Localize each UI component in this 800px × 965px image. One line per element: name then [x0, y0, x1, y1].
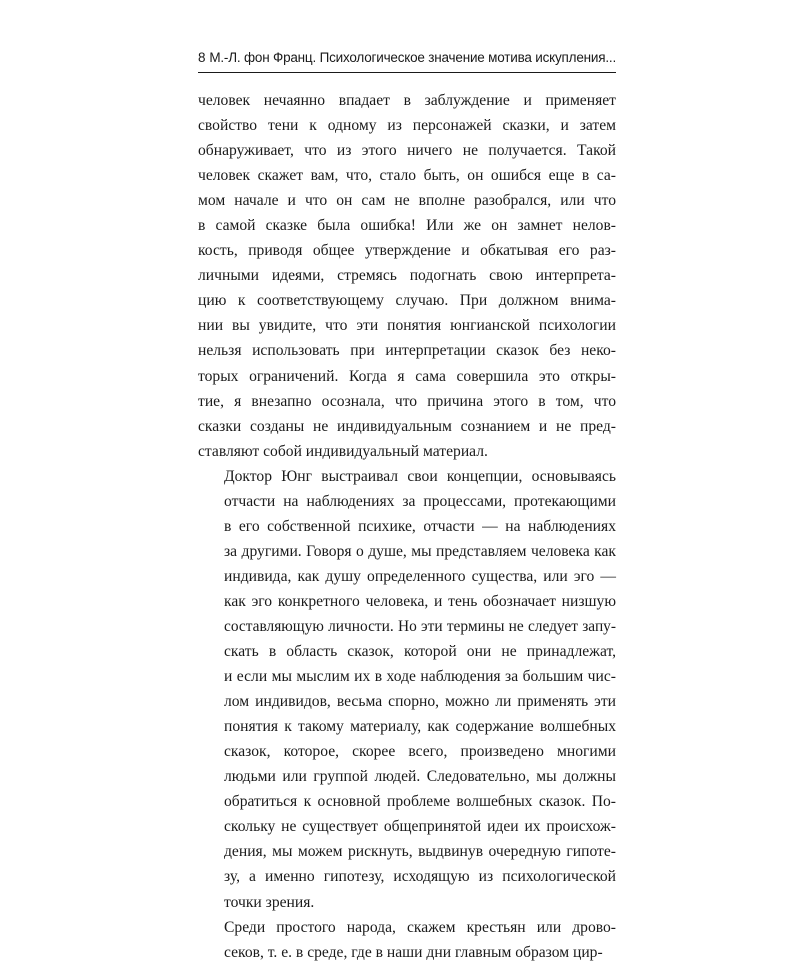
text-line: секов, т. е. в среде, где в наши дни главным образом цир-: [224, 943, 603, 961]
text-line: человек нечаянно впадает в заблуждение и применяет: [198, 92, 616, 109]
text-line: человек скажет вам, что, стало быть, он ошибся еще в са-: [198, 167, 616, 185]
text-line: в самой сказке была ошибка! Или же он замнет нелов-: [198, 217, 616, 235]
running-head: [198, 50, 616, 72]
text-line: людьми или группой людей. Следовательно, мы должны: [224, 768, 616, 786]
text-line: индивида, как душу определенного существа, или эго —: [224, 567, 616, 585]
text-line: нии вы увидите, что эти понятия юнгианской психологии: [198, 317, 616, 335]
text-line: дения, мы можем рискнуть, выдвинув очередную гипоте-: [224, 843, 616, 861]
text-line: личными идеями, стремясь подогнать свою интерпрета-: [198, 267, 616, 285]
paragraph: [198, 464, 616, 915]
page-number: 8: [198, 50, 206, 65]
text-line: обнаруживает, что из этого ничего не получается. Такой: [198, 142, 616, 160]
text-line: цию к соответствующему случаю. При должном внима-: [198, 292, 616, 310]
text-line: зу, а именно гипотезу, исходящую из психологической: [224, 868, 616, 886]
text-line: обратиться к основной проблеме волшебных сказок. По-: [224, 793, 616, 811]
text-line: точки зрения.: [224, 893, 315, 911]
text-line: сказок, которое, скорее всего, произведено многими: [224, 743, 616, 761]
text-line: нельзя использовать при интерпретации сказок без неко-: [198, 342, 616, 360]
text-line: понятия к такому материалу, как содержание волшебных: [224, 718, 616, 736]
text-line: Среди простого народа, скажем крестьян или дрово-: [224, 918, 616, 936]
body-text: [198, 88, 616, 965]
text-line: и если мы мыслим их в ходе наблюдения за большим чис-: [224, 668, 616, 686]
text-line: за другими. Говоря о душе, мы представляем человека как: [224, 542, 616, 560]
paragraph: [198, 915, 616, 965]
text-line: как эго конкретного человека, и тень обозначает низшую: [224, 592, 616, 610]
text-line: в его собственной психике, отчасти — на наблюдениях: [224, 517, 616, 535]
paragraph: [198, 88, 616, 464]
text-line: тие, я внезапно осознала, что причина этого в том, что: [198, 392, 616, 410]
running-title: М.-Л. фон Франц. Психологическое значение мотива искупления...: [209, 50, 616, 65]
text-line: скать в область сказок, которой они не принадлежат,: [224, 643, 616, 661]
text-line: сказки созданы не индивидуальным сознанием и не пред-: [198, 417, 616, 435]
text-line: Доктор Юнг выстраивал свои концепции, основываясь: [224, 467, 616, 485]
text-line: отчасти на наблюдениях за процессами, протекающими: [224, 492, 616, 510]
header-rule: [198, 72, 616, 73]
text-line: составляющую личности. Но эти термины не следует запу-: [224, 617, 616, 635]
text-line: свойство тени к одному из персонажей сказки, и затем: [198, 117, 616, 135]
text-line: мом начале и что он сам не вполне разобрался, или что: [198, 192, 616, 210]
text-line: торых ограничений. Когда я сама совершила это откры-: [198, 367, 616, 385]
text-line: лом индивидов, весьма спорно, можно ли применять эти: [224, 693, 616, 711]
text-line: ставляют собой индивидуальный материал.: [198, 442, 488, 460]
text-line: скольку не существует общепринятой идеи их происхож-: [224, 818, 616, 836]
text-line: кость, приводя общее утверждение и обкатывая его раз-: [198, 242, 616, 260]
